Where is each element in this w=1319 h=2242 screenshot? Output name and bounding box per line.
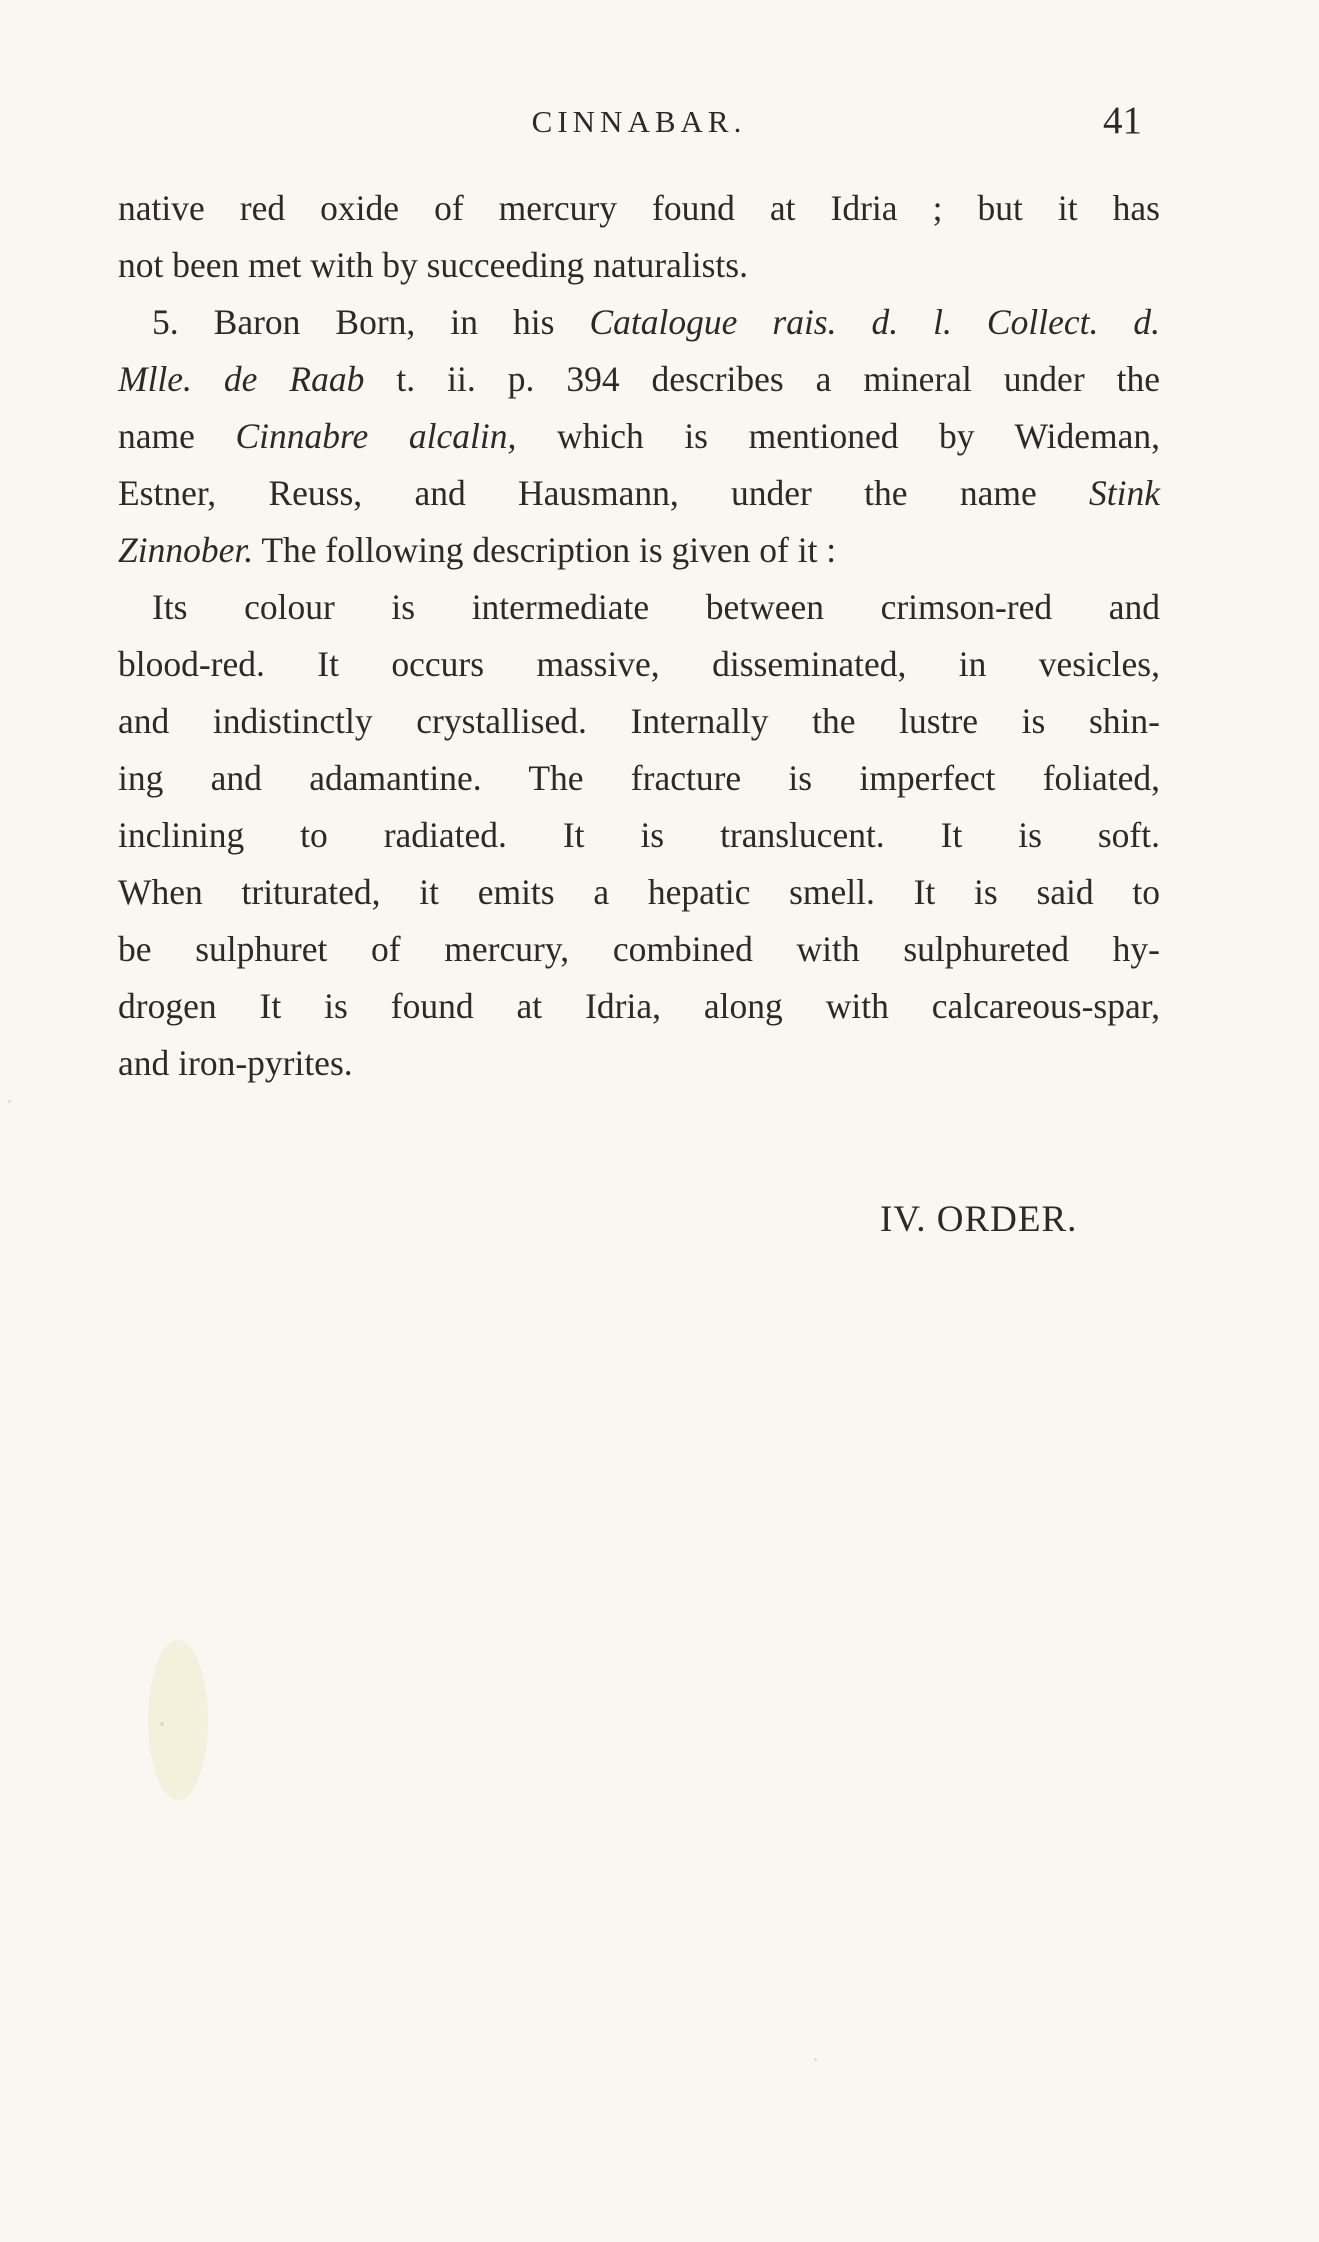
text-run: not been met with by succeeding naturalists. — [118, 245, 748, 285]
text-run: 5. Baron Born, in his — [152, 302, 590, 342]
text-run: The following description is given of it : — [253, 530, 837, 570]
text-line — [118, 180, 1160, 237]
text-run: ing and adamantine. The fracture is imperfect foliated, — [118, 758, 1160, 798]
text-run: drogen It is found at Idria, along with calcareous-spar, — [118, 986, 1160, 1026]
text-run: t. ii. p. 394 describes a mineral under the — [364, 359, 1161, 399]
italic-run: Zinnober. — [118, 530, 254, 570]
text-line — [118, 693, 1160, 750]
text-line — [118, 921, 1160, 978]
italic-run: Mlle. de Raab — [118, 359, 365, 399]
paper-speck — [160, 1722, 164, 1726]
body-text — [118, 180, 1160, 1092]
page-number: 41 — [1103, 99, 1142, 142]
italic-run: Catalogue rais. d. l. Collect. d. — [589, 302, 1160, 342]
italic-run: Stink — [1089, 473, 1160, 513]
text-line — [118, 579, 1160, 636]
text-run: be sulphuret of mercury, combined with sulphureted hy- — [118, 929, 1160, 969]
text-run: inclining to radiated. It is translucent. It is soft. — [118, 815, 1160, 855]
text-line — [118, 351, 1160, 408]
paper-speck — [8, 1100, 11, 1103]
italic-run: Cinnabre alcalin, — [235, 416, 517, 456]
text-line — [118, 978, 1160, 1035]
text-line — [118, 237, 1160, 294]
text-run: native red oxide of mercury found at Idria ; but it has — [118, 188, 1160, 228]
text-line — [118, 750, 1160, 807]
text-run: and indistinctly crystallised. Internally the lustre is shin- — [118, 701, 1160, 741]
section-heading: IV. ORDER. — [880, 1199, 1078, 1240]
text-line — [118, 636, 1160, 693]
text-run: Its colour is intermediate between crimson-red and — [152, 587, 1160, 627]
text-line — [118, 807, 1160, 864]
text-run: which is mentioned by Wideman, — [516, 416, 1160, 456]
text-run: and iron-pyrites. — [118, 1043, 353, 1083]
text-line — [118, 294, 1160, 351]
paper-speck — [814, 2058, 817, 2061]
text-run: Estner, Reuss, and Hausmann, under the name — [118, 473, 1090, 513]
running-head — [118, 98, 1160, 148]
text-run: blood-red. It occurs massive, disseminated, in vesicles, — [118, 644, 1160, 684]
text-line — [118, 465, 1160, 522]
text-line — [118, 1035, 1160, 1092]
text-run: When triturated, it emits a hepatic smell. It is said to — [118, 872, 1160, 912]
text-run: name — [118, 416, 236, 456]
running-title: CINNABAR. — [531, 104, 747, 139]
paper-stain — [148, 1640, 208, 1800]
text-line — [118, 408, 1160, 465]
text-line — [118, 522, 1160, 579]
text-line — [118, 864, 1160, 921]
